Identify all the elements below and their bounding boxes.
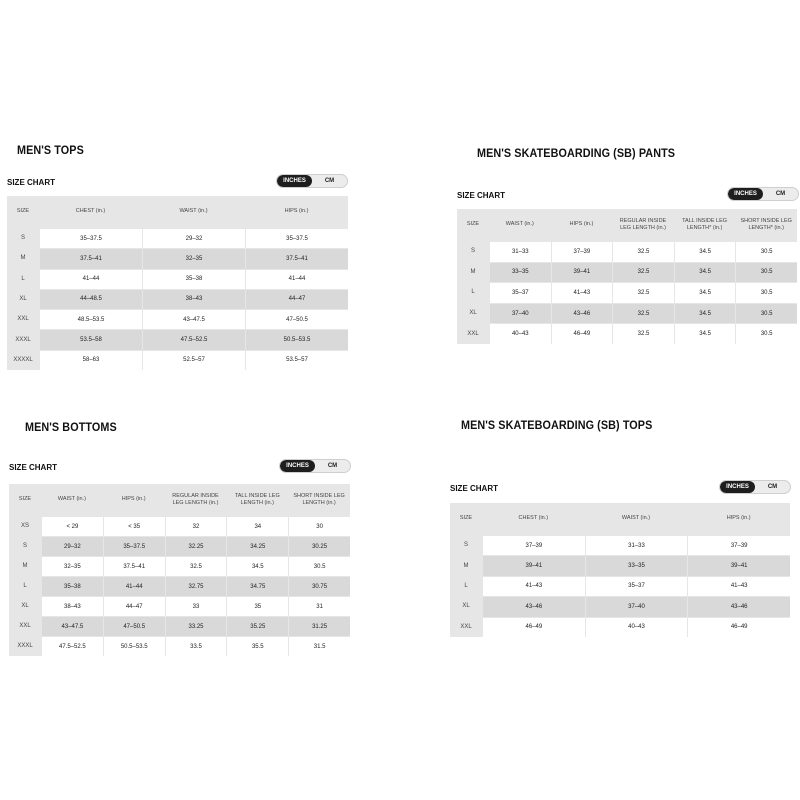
cm-option[interactable]: CM	[775, 191, 786, 197]
table-cell: 41–43	[482, 576, 585, 596]
size-chart-label: SIZE CHART	[9, 463, 57, 472]
table-row	[9, 636, 350, 656]
table-row	[7, 329, 348, 349]
size-cell: XXL	[450, 617, 482, 637]
inches-option[interactable]: INCHES	[720, 481, 755, 493]
table-cell: < 35	[103, 516, 165, 536]
header-row	[9, 484, 350, 516]
table-cell: 32.5	[612, 241, 674, 262]
table-cell: 34.5	[674, 323, 736, 344]
cm-option[interactable]: CM	[767, 484, 778, 490]
table-row	[450, 576, 790, 596]
table-cell: 32	[165, 516, 227, 536]
table-cell: 30.5	[735, 323, 797, 344]
table-cell: 31	[288, 596, 350, 616]
table-row	[7, 228, 348, 248]
table-cell: 35–37	[489, 282, 551, 303]
table-row	[9, 596, 350, 616]
table-cell: 47–50.5	[103, 616, 165, 636]
size-cell: XXXL	[9, 636, 41, 656]
size-cell: XXL	[9, 616, 41, 636]
table-cell: 35	[226, 596, 288, 616]
column-header: TALL INSIDE LEG LENGTH (in.)	[234, 492, 280, 506]
table-cell: 32.5	[612, 323, 674, 344]
table-cell: 44–47	[245, 289, 348, 309]
cm-option[interactable]: CM	[327, 463, 338, 469]
table-cell: 37.5–41	[103, 556, 165, 576]
table-cell: 46–49	[687, 617, 790, 637]
table-row	[450, 535, 790, 555]
size-cell: M	[7, 248, 39, 268]
column-header: WAIST (in.)	[505, 221, 534, 228]
table-cell: 37.5–41	[245, 248, 348, 268]
table-row	[7, 309, 348, 329]
inches-option[interactable]: INCHES	[728, 188, 763, 200]
table-cell: 50.5–53.5	[245, 329, 348, 349]
size-table	[9, 484, 350, 656]
table-row	[457, 282, 797, 303]
table-cell: 46–49	[551, 323, 613, 344]
table-cell: 39–41	[551, 262, 613, 283]
inches-option[interactable]: INCHES	[280, 460, 315, 472]
table-cell: 32.5	[612, 262, 674, 283]
column-header: SHORT INSIDE LEG LENGTH* (in.)	[740, 217, 792, 231]
table-row	[7, 269, 348, 289]
table-cell: 35–37.5	[245, 228, 348, 248]
column-header: TALL INSIDE LEG LENGTH* (in.)	[682, 217, 728, 231]
table-cell: 39–41	[482, 555, 585, 575]
column-header: HIPS (in.)	[569, 221, 594, 228]
size-cell: L	[9, 576, 41, 596]
table-cell: 48.5–53.5	[39, 309, 142, 329]
size-cell: L	[450, 576, 482, 596]
table-cell: 37–39	[687, 535, 790, 555]
unit-toggle	[276, 174, 348, 188]
table-cell: 33	[165, 596, 227, 616]
table-cell: 46–49	[482, 617, 585, 637]
table-cell: 35–37.5	[39, 228, 142, 248]
table-cell: 30.5	[288, 556, 350, 576]
column-header: HIPS (in.)	[726, 515, 751, 522]
table-cell: 32.5	[612, 282, 674, 303]
cm-option[interactable]: CM	[324, 178, 335, 184]
size-cell: XL	[7, 289, 39, 309]
table-cell: 35–38	[142, 269, 245, 289]
table-cell: 37–39	[482, 535, 585, 555]
table-cell: 47–50.5	[245, 309, 348, 329]
table-row	[450, 555, 790, 575]
size-cell: S	[457, 241, 489, 262]
size-cell: XXXL	[7, 329, 39, 349]
table-cell: 34.25	[226, 536, 288, 556]
table-row	[9, 536, 350, 556]
table-cell: 38–43	[41, 596, 103, 616]
table-cell: 34.5	[226, 556, 288, 576]
size-cell: S	[9, 536, 41, 556]
table-cell: 34.5	[674, 241, 736, 262]
chart-title: MEN'S SKATEBOARDING (SB) TOPS	[461, 418, 653, 432]
table-cell: 32.5	[612, 303, 674, 324]
column-header: WAIST (in.)	[179, 208, 208, 215]
table-cell: 52.5–57	[142, 350, 245, 370]
size-cell: XXXXL	[7, 350, 39, 370]
size-chart-label: SIZE CHART	[450, 484, 498, 493]
table-cell: < 29	[41, 516, 103, 536]
size-cell: L	[7, 269, 39, 289]
chart-title: MEN'S BOTTOMS	[25, 420, 117, 434]
table-cell: 32.75	[165, 576, 227, 596]
size-table	[450, 503, 790, 637]
chart-title: MEN'S TOPS	[17, 143, 84, 157]
table-cell: 41–43	[687, 576, 790, 596]
table-cell: 35–37.5	[103, 536, 165, 556]
table-cell: 43–46	[687, 596, 790, 616]
table-cell: 40–43	[585, 617, 688, 637]
table-row	[7, 350, 348, 370]
size-table	[7, 196, 348, 370]
table-cell: 37–40	[489, 303, 551, 324]
size-cell: S	[450, 535, 482, 555]
table-cell: 33.25	[165, 616, 227, 636]
table-cell: 34.5	[674, 303, 736, 324]
column-header: SIZE	[466, 221, 480, 228]
table-cell: 44–47	[103, 596, 165, 616]
table-cell: 35.25	[226, 616, 288, 636]
size-cell: XL	[9, 596, 41, 616]
table-row	[450, 596, 790, 616]
table-cell: 30.25	[288, 536, 350, 556]
size-cell: XS	[9, 516, 41, 536]
table-cell: 58–63	[39, 350, 142, 370]
size-cell: M	[9, 556, 41, 576]
table-row	[7, 289, 348, 309]
column-header: SIZE	[16, 208, 30, 215]
table-cell: 30.5	[735, 241, 797, 262]
size-cell: XL	[450, 596, 482, 616]
header-row	[457, 209, 797, 241]
table-row	[457, 262, 797, 283]
table-cell: 35.5	[226, 636, 288, 656]
table-cell: 43–47.5	[41, 616, 103, 636]
table-cell: 43–47.5	[142, 309, 245, 329]
table-cell: 29–32	[142, 228, 245, 248]
table-cell: 41–44	[103, 576, 165, 596]
table-cell: 40–43	[489, 323, 551, 344]
table-row	[7, 248, 348, 268]
column-header: HIPS (in.)	[121, 496, 146, 503]
table-cell: 30.5	[735, 262, 797, 283]
size-cell: M	[457, 262, 489, 283]
table-cell: 47.5–52.5	[41, 636, 103, 656]
table-cell: 41–44	[245, 269, 348, 289]
size-chart-label: SIZE CHART	[7, 178, 55, 187]
table-cell: 47.5–52.5	[142, 329, 245, 349]
table-cell: 53.5–58	[39, 329, 142, 349]
table-cell: 38–43	[142, 289, 245, 309]
table-cell: 43–46	[482, 596, 585, 616]
table-cell: 33.5	[165, 636, 227, 656]
table-cell: 35–37	[585, 576, 688, 596]
table-cell: 30.5	[735, 282, 797, 303]
table-cell: 37.5–41	[39, 248, 142, 268]
table-cell: 34.5	[674, 282, 736, 303]
size-table	[457, 209, 797, 344]
column-header: SHORT INSIDE LEG LENGTH (in.)	[293, 492, 345, 506]
table-cell: 34	[226, 516, 288, 536]
size-cell: L	[457, 282, 489, 303]
table-cell: 30	[288, 516, 350, 536]
table-row	[450, 617, 790, 637]
table-cell: 29–32	[41, 536, 103, 556]
size-cell: XXL	[7, 309, 39, 329]
table-cell: 30.75	[288, 576, 350, 596]
table-cell: 44–48.5	[39, 289, 142, 309]
size-chart-label: SIZE CHART	[457, 191, 505, 200]
unit-toggle	[719, 480, 791, 494]
header-row	[7, 196, 348, 228]
column-header: CHEST (in.)	[518, 515, 549, 522]
unit-toggle	[727, 187, 799, 201]
table-cell: 34.75	[226, 576, 288, 596]
column-header: CHEST (in.)	[75, 208, 106, 215]
table-cell: 30.5	[735, 303, 797, 324]
table-cell: 31.5	[288, 636, 350, 656]
table-row	[9, 556, 350, 576]
column-header: SIZE	[18, 496, 32, 503]
table-cell: 41–43	[551, 282, 613, 303]
table-cell: 32.25	[165, 536, 227, 556]
table-cell: 34.5	[674, 262, 736, 283]
table-row	[9, 576, 350, 596]
table-row	[457, 323, 797, 344]
size-cell: S	[7, 228, 39, 248]
unit-toggle	[279, 459, 351, 473]
table-row	[457, 303, 797, 324]
table-cell: 32–35	[41, 556, 103, 576]
table-cell: 31–33	[585, 535, 688, 555]
column-header: REGULAR INSIDE LEG LENGTH (in.)	[172, 492, 219, 506]
table-cell: 53.5–57	[245, 350, 348, 370]
table-cell: 43–46	[551, 303, 613, 324]
column-header: SIZE	[459, 515, 473, 522]
table-cell: 39–41	[687, 555, 790, 575]
column-header: WAIST (in.)	[621, 515, 651, 522]
table-cell: 31.25	[288, 616, 350, 636]
table-cell: 37–39	[551, 241, 613, 262]
table-cell: 33–35	[585, 555, 688, 575]
table-row	[9, 516, 350, 536]
column-header: REGULAR INSIDE LEG LENGTH (in.)	[619, 217, 667, 231]
table-cell: 32.5	[165, 556, 227, 576]
header-row	[450, 503, 790, 535]
size-cell: XL	[457, 303, 489, 324]
table-cell: 41–44	[39, 269, 142, 289]
table-cell: 35–38	[41, 576, 103, 596]
inches-option[interactable]: INCHES	[277, 175, 312, 187]
table-cell: 37–40	[585, 596, 688, 616]
chart-title: MEN'S SKATEBOARDING (SB) PANTS	[477, 146, 676, 160]
table-row	[9, 616, 350, 636]
column-header: WAIST (in.)	[57, 496, 86, 503]
table-cell: 31–33	[489, 241, 551, 262]
table-cell: 32–35	[142, 248, 245, 268]
size-cell: XXL	[457, 323, 489, 344]
table-row	[457, 241, 797, 262]
size-cell: M	[450, 555, 482, 575]
column-header: HIPS (in.)	[284, 208, 309, 215]
table-cell: 33–35	[489, 262, 551, 283]
table-cell: 50.5–53.5	[103, 636, 165, 656]
